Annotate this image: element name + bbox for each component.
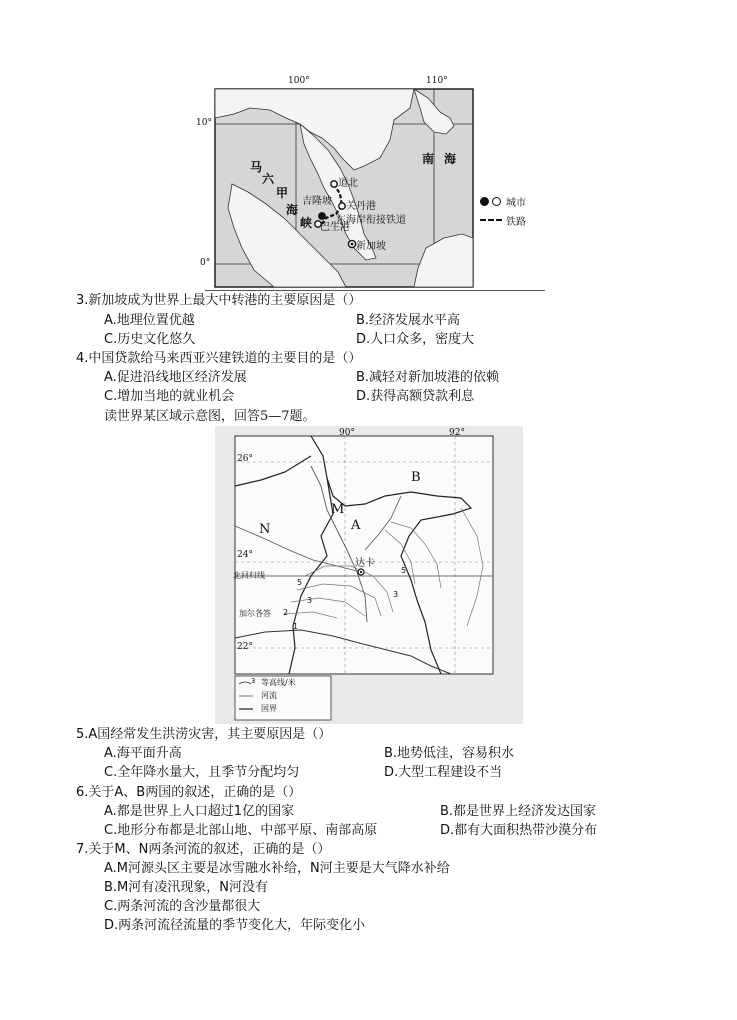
q4-option-b[interactable]: B.减轻对新加坡港的依赖 — [356, 370, 500, 385]
contour-label: 5 — [401, 566, 407, 575]
q6-option-a[interactable]: A.都是世界上人口超过1亿的国家 — [104, 804, 295, 819]
map2-lon-90: 90° — [339, 428, 355, 438]
q6-option-d[interactable]: D.都有大面积热带沙漠分布 — [440, 823, 598, 838]
legend-railway-icon — [480, 219, 502, 221]
q3-option-c[interactable]: C.历史文化悠久 — [104, 332, 196, 347]
map2-letter-n: N — [259, 522, 271, 537]
lat-label-10: 10° — [196, 118, 212, 128]
legend-border-label: 国界 — [261, 704, 277, 713]
sea-label-south: 南海 — [422, 152, 467, 166]
city-label-ecrl: 东海岸衔接铁道 — [336, 215, 406, 226]
q7-option-b[interactable]: B.M河有凌汛现象，N河没有 — [104, 880, 268, 895]
q5-option-a[interactable]: A.海平面升高 — [104, 746, 182, 761]
legend-railway-label: 铁路 — [506, 217, 526, 228]
legend-city-icon — [480, 197, 489, 206]
q3-option-d[interactable]: D.人口众多，密度大 — [356, 332, 475, 347]
city-label-kuala-lumpur: 吉隆坡 — [302, 196, 332, 207]
city-label-klang: 巴生港 — [320, 222, 350, 233]
contour-label: 3 — [393, 590, 399, 599]
q6-option-b[interactable]: B.都是世界上经济发达国家 — [440, 804, 597, 819]
lon-label-110: 110° — [426, 76, 448, 86]
legend-contour-label: 等高线/米 — [261, 678, 296, 687]
question-4-stem: 4.中国贷款给马来西亚兴建铁道的主要目的是（） — [76, 351, 362, 366]
question-5-stem: 5.A国经常发生洪涝灾害，其主要原因是（） — [76, 727, 332, 742]
q4-option-c[interactable]: C.增加当地的就业机会 — [104, 389, 235, 404]
map2-letter-a: A — [351, 518, 361, 533]
contour-label: 3 — [307, 596, 313, 605]
map1-legend — [480, 194, 550, 234]
city-label-daobei: 道北 — [338, 178, 358, 189]
strait-char-3: 甲 — [276, 186, 289, 200]
legend-city-icon-2 — [492, 197, 501, 206]
map2-lat-24: 24° — [237, 550, 253, 560]
map2-city-dhaka: 达卡 — [355, 558, 375, 569]
contour-label: 1 — [293, 622, 299, 631]
map2-lat-22: 22° — [237, 642, 253, 652]
city-label-singapore: 新加坡 — [356, 241, 386, 252]
question-6-stem: 6.关于A、B两国的叙述，正确的是（） — [76, 785, 302, 800]
q4-option-d[interactable]: D.获得高额贷款利息 — [356, 389, 475, 404]
strait-char-5: 峡 — [300, 216, 313, 230]
q5-option-b[interactable]: B.地势低洼，容易积水 — [384, 746, 515, 761]
q3-option-b[interactable]: B.经济发展水平高 — [356, 313, 461, 328]
contour-label: 5 — [297, 578, 303, 587]
map2-lat-26: 26° — [237, 454, 253, 464]
q6-option-c[interactable]: C.地形分布都是北部山地、中部平原、南部高原 — [104, 823, 378, 838]
contour-label: 2 — [283, 608, 289, 617]
q5-option-d[interactable]: D.大型工程建设不当 — [384, 765, 503, 780]
q7-option-d[interactable]: D.两条河流径流量的季节变化大，年际变化小 — [104, 918, 366, 933]
question-3-stem: 3.新加坡成为世界上最大中转港的主要原因是（） — [76, 293, 362, 308]
strait-char-1: 马 — [250, 160, 263, 174]
map-malay-peninsula — [190, 70, 550, 292]
q7-option-a[interactable]: A.M河源头区主要是冰雪融水补给，N河主要是大气降水补给 — [104, 861, 450, 876]
map2-tropic-label: 北回归线 — [233, 571, 265, 580]
q7-option-c[interactable]: C.两条河流的含沙量都很大 — [104, 899, 261, 914]
q5-option-c[interactable]: C.全年降水量大，且季节分配均匀 — [104, 765, 300, 780]
intro-text: 读世界某区域示意图，回答5—7题。 — [104, 409, 316, 424]
lon-label-100: 100° — [288, 76, 310, 86]
city-label-kuantan: 关丹港 — [346, 201, 376, 212]
map2-lon-92: 92° — [449, 428, 465, 438]
divider — [205, 290, 545, 291]
map2-letter-m: M — [331, 502, 345, 517]
legend-river-label: 河流 — [261, 691, 277, 700]
question-7-stem: 7.关于M、N两条河流的叙述，正确的是（） — [76, 842, 331, 857]
map2-kolkata-label: 加尔各答 — [239, 609, 271, 618]
legend-contour-mark: 3 — [251, 677, 256, 685]
strait-char-2: 六 — [262, 172, 275, 186]
legend-city-label: 城市 — [506, 198, 526, 209]
lat-label-0: 0° — [200, 258, 211, 268]
map-bangladesh-region — [215, 426, 523, 724]
map2-letter-b: B — [411, 470, 421, 485]
q4-option-a[interactable]: A.促进沿线地区经济发展 — [104, 370, 247, 385]
strait-char-4: 海 — [286, 203, 299, 217]
q3-option-a[interactable]: A.地理位置优越 — [104, 313, 195, 328]
